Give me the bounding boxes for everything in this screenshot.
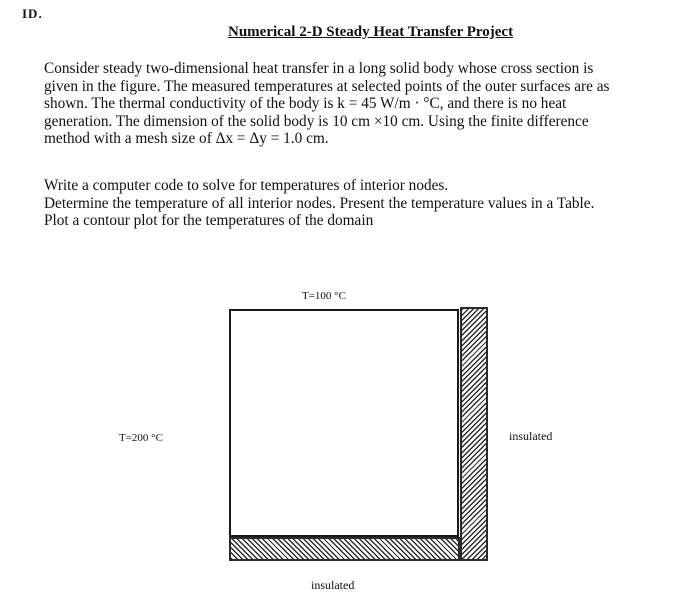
paragraph-line: Plot a contour plot for the temperatures of the domain bbox=[44, 212, 374, 229]
bottom-insulation-hatch bbox=[229, 537, 460, 561]
task-instructions-paragraph bbox=[44, 177, 684, 230]
paragraph-line: Consider steady two-dimensional heat transfer in a long solid body whose cross section is bbox=[44, 60, 594, 77]
paragraph-line: method with a mesh size of Δx = Δy = 1.0 cm. bbox=[44, 130, 329, 147]
top-boundary-label: T=100 °C bbox=[302, 290, 346, 302]
page-corner-mark: ID. bbox=[22, 6, 43, 21]
right-insulation-hatch bbox=[460, 307, 488, 561]
paragraph-line: generation. The dimension of the solid body is 10 cm ×10 cm. Using the finite difference bbox=[44, 112, 589, 130]
page-title: Numerical 2-D Steady Heat Transfer Project bbox=[228, 24, 514, 40]
solid-body-square bbox=[229, 309, 459, 537]
bottom-boundary-label: insulated bbox=[311, 578, 355, 592]
paragraph-line: shown. The thermal conductivity of the body is k = 45 W/m · °C, and there is no heat bbox=[44, 95, 567, 112]
paragraph-line: given in the figure. The measured temperatures at selected points of the outer surfaces are as bbox=[44, 77, 610, 95]
left-boundary-label: T=200 °C bbox=[119, 432, 163, 444]
paragraph-line: Determine the temperature of all interior nodes. Present the temperature values in a Table. bbox=[44, 194, 595, 212]
paragraph-line: Write a computer code to solve for temperatures of interior nodes. bbox=[44, 177, 449, 194]
problem-statement-paragraph bbox=[44, 60, 684, 148]
right-boundary-label: insulated bbox=[509, 429, 553, 443]
